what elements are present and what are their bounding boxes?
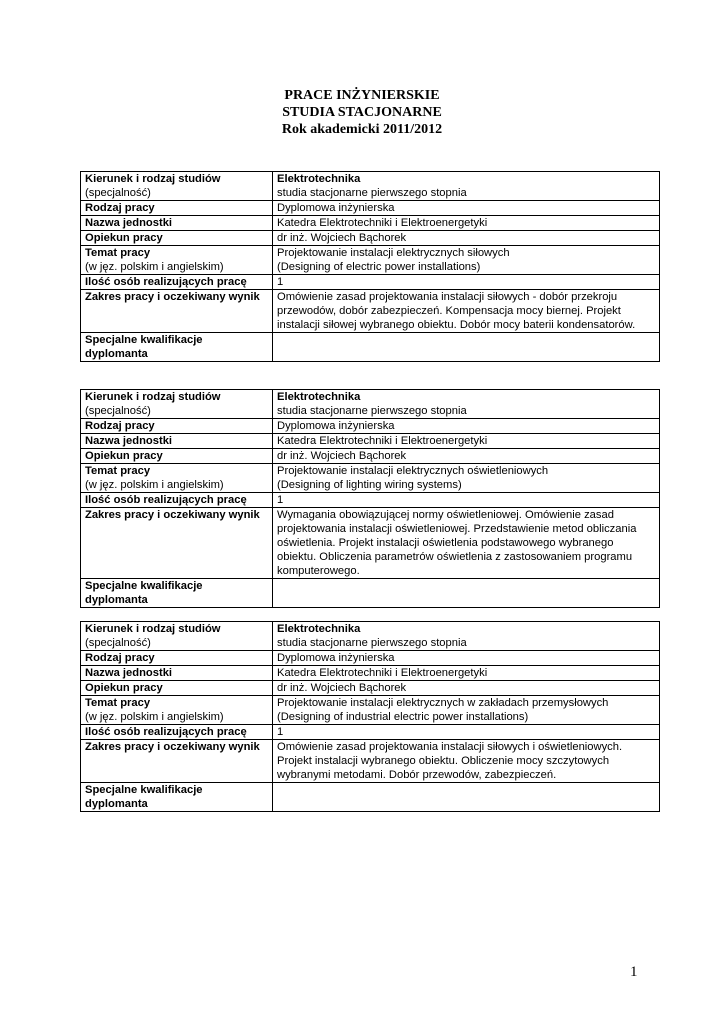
- table-row: [81, 464, 660, 493]
- table-row: [81, 290, 660, 333]
- label-opiekun: Opiekun pracy: [81, 449, 273, 464]
- table-row: [81, 201, 660, 216]
- table-row: [81, 449, 660, 464]
- label-jednostka: Nazwa jednostki: [81, 434, 273, 449]
- value-cell: [273, 246, 660, 275]
- table-row: [81, 783, 660, 812]
- value-kierunek: Elektrotechnika: [277, 173, 361, 185]
- value-jednostka: Katedra Elektrotechniki i Elektroenergetyki: [273, 216, 660, 231]
- table-row: [81, 333, 660, 362]
- page-number: 1: [630, 964, 638, 980]
- value-opiekun: dr inż. Wojciech Bąchorek: [273, 231, 660, 246]
- value-temat-pl: Projektowanie instalacji elektrycznych oświetleniowych: [277, 465, 549, 477]
- value-kierunek: Elektrotechnika: [277, 391, 361, 403]
- header-title: PRACE INŻYNIERSKIE: [284, 88, 440, 103]
- table-row: [81, 666, 660, 681]
- value-cell: [273, 464, 660, 493]
- table-row: [81, 216, 660, 231]
- label-rodzaj: Rodzaj pracy: [81, 201, 273, 216]
- value-zakres: Omówienie zasad projektowania instalacji siłowych i oświetleniowych. Projekt instalacji wybranego obiektu. Obliczenie mocy szczytowych wybranymi metodami. Dobór przewodów, zabezpieczeń.: [273, 740, 660, 783]
- label-ilosc: Ilość osób realizujących pracę: [81, 275, 273, 290]
- thesis-table-3: [80, 621, 660, 812]
- label-zakres: Zakres pracy i oczekiwany wynik: [81, 508, 273, 579]
- label-kwalifikacje: Specjalne kwalifikacje dyplomanta: [81, 579, 273, 608]
- value-kwalifikacje: [273, 579, 660, 608]
- thesis-table-1: [80, 171, 660, 362]
- value-cell: [273, 172, 660, 201]
- thesis-table-2: [80, 389, 660, 608]
- table-row: [81, 681, 660, 696]
- label-temat-sub: (w jęz. polskim i angielskim): [85, 479, 224, 491]
- value-temat-pl: Projektowanie instalacji elektrycznych siłowych: [277, 247, 510, 259]
- document-header: [0, 87, 724, 138]
- table-row: [81, 508, 660, 579]
- value-ilosc: 1: [273, 725, 660, 740]
- table-row: [81, 390, 660, 419]
- value-opiekun: dr inż. Wojciech Bąchorek: [273, 449, 660, 464]
- label-cell: [81, 390, 273, 419]
- table-row: [81, 740, 660, 783]
- label-temat: Temat pracy: [85, 465, 151, 477]
- label-cell: [81, 696, 273, 725]
- label-jednostka: Nazwa jednostki: [81, 666, 273, 681]
- label-kwalifikacje: Specjalne kwalifikacje dyplomanta: [81, 333, 273, 362]
- label-specjalnosc: (specjalność): [85, 187, 151, 199]
- label-opiekun: Opiekun pracy: [81, 231, 273, 246]
- label-cell: [81, 622, 273, 651]
- value-temat-pl: Projektowanie instalacji elektrycznych w zakładach przemysłowych: [277, 697, 609, 709]
- label-cell: [81, 246, 273, 275]
- value-ilosc: 1: [273, 493, 660, 508]
- label-jednostka: Nazwa jednostki: [81, 216, 273, 231]
- value-specjalnosc: studia stacjonarne pierwszego stopnia: [277, 405, 467, 417]
- table-row: [81, 493, 660, 508]
- label-kierunek: Kierunek i rodzaj studiów: [85, 623, 221, 635]
- table-row: [81, 246, 660, 275]
- value-kwalifikacje: [273, 333, 660, 362]
- label-opiekun: Opiekun pracy: [81, 681, 273, 696]
- table-row: [81, 419, 660, 434]
- label-temat-sub: (w jęz. polskim i angielskim): [85, 711, 224, 723]
- value-rodzaj: Dyplomowa inżynierska: [273, 201, 660, 216]
- value-jednostka: Katedra Elektrotechniki i Elektroenergetyki: [273, 666, 660, 681]
- label-specjalnosc: (specjalność): [85, 405, 151, 417]
- header-academic-year: Rok akademicki 2011/2012: [281, 122, 443, 137]
- value-specjalnosc: studia stacjonarne pierwszego stopnia: [277, 637, 467, 649]
- value-rodzaj: Dyplomowa inżynierska: [273, 651, 660, 666]
- label-ilosc: Ilość osób realizujących pracę: [81, 493, 273, 508]
- table-row: [81, 651, 660, 666]
- label-rodzaj: Rodzaj pracy: [81, 651, 273, 666]
- value-rodzaj: Dyplomowa inżynierska: [273, 419, 660, 434]
- label-kierunek: Kierunek i rodzaj studiów: [85, 173, 221, 185]
- label-temat: Temat pracy: [85, 697, 151, 709]
- table-row: [81, 725, 660, 740]
- value-zakres: Omówienie zasad projektowania instalacji siłowych - dobór przekroju przewodów, dobór zabezpieczeń. Kompensacja mocy biernej. Projekt instalacji siłowej wybranego obiektu. Dobór mocy baterii kondensatorów.: [273, 290, 660, 333]
- value-zakres: Wymagania obowiązującej normy oświetleniowej. Omówienie zasad projektowania instalacji oświetleniowej. Przedstawienie metod obliczania oświetlenia. Projekt instalacji oświetlenia podstawowego wybranego obiektu. Obliczenia parametrów oświetlenia z zastosowaniem programu komputerowego.: [273, 508, 660, 579]
- label-kwalifikacje: Specjalne kwalifikacje dyplomanta: [81, 783, 273, 812]
- table-row: [81, 231, 660, 246]
- header-study-mode: STUDIA STACJONARNE: [282, 105, 442, 120]
- value-kierunek: Elektrotechnika: [277, 623, 361, 635]
- table-row: [81, 622, 660, 651]
- label-ilosc: Ilość osób realizujących pracę: [81, 725, 273, 740]
- table-row: [81, 275, 660, 290]
- value-temat-en: (Designing of lighting wiring systems): [277, 479, 462, 491]
- value-cell: [273, 622, 660, 651]
- value-cell: [273, 390, 660, 419]
- label-rodzaj: Rodzaj pracy: [81, 419, 273, 434]
- label-kierunek: Kierunek i rodzaj studiów: [85, 391, 221, 403]
- value-jednostka: Katedra Elektrotechniki i Elektroenergetyki: [273, 434, 660, 449]
- label-temat-sub: (w jęz. polskim i angielskim): [85, 261, 224, 273]
- value-specjalnosc: studia stacjonarne pierwszego stopnia: [277, 187, 467, 199]
- table-row: [81, 434, 660, 449]
- label-zakres: Zakres pracy i oczekiwany wynik: [81, 740, 273, 783]
- label-temat: Temat pracy: [85, 247, 151, 259]
- table-row: [81, 172, 660, 201]
- label-specjalnosc: (specjalność): [85, 637, 151, 649]
- label-zakres: Zakres pracy i oczekiwany wynik: [81, 290, 273, 333]
- value-temat-en: (Designing of industrial electric power installations): [277, 711, 529, 723]
- label-cell: [81, 172, 273, 201]
- value-kwalifikacje: [273, 783, 660, 812]
- value-temat-en: (Designing of electric power installations): [277, 261, 481, 273]
- label-cell: [81, 464, 273, 493]
- table-row: [81, 579, 660, 608]
- value-cell: [273, 696, 660, 725]
- value-ilosc: 1: [273, 275, 660, 290]
- value-opiekun: dr inż. Wojciech Bąchorek: [273, 681, 660, 696]
- table-row: [81, 696, 660, 725]
